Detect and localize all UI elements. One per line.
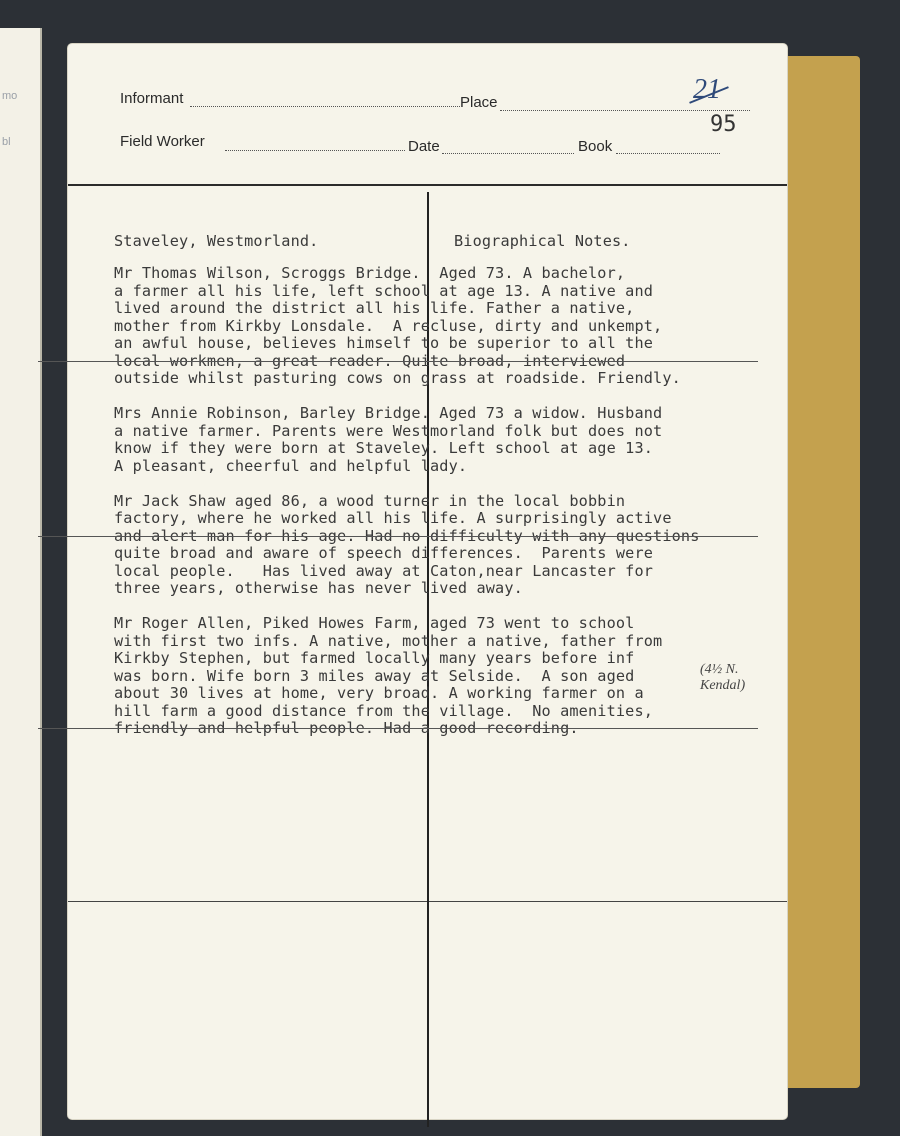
strike-rule bbox=[38, 536, 758, 537]
book-label: Book bbox=[578, 138, 613, 155]
text-line: outside whilst pasturing cows on grass at roadside. Friendly. bbox=[114, 369, 681, 387]
text-line: mother from Kirkby Lonsdale. A recluse, dirty and unkempt, bbox=[114, 316, 663, 335]
text-line: an awful house, believes himself to be superior to all the bbox=[114, 334, 654, 352]
text-line: Mrs Annie Robinson, Barley Bridge. Aged 73 a widow. Husband bbox=[114, 404, 663, 422]
page-number-old: 21 bbox=[693, 74, 721, 105]
text-line: Mr Roger Allen, Piked Howes Farm, aged 73 went to school bbox=[114, 614, 635, 632]
text-line: three years, otherwise has never lived away. bbox=[114, 579, 523, 597]
heading-location: Staveley, Westmorland. bbox=[114, 232, 319, 250]
text-line: a farmer all his life, left school at age 13. A native and bbox=[114, 281, 654, 300]
left-page-edge bbox=[0, 28, 42, 1136]
text-line: friendly and helpful people. Had a good recording. bbox=[114, 719, 579, 737]
handwritten-annotation: (4½ N. Kendal) bbox=[700, 662, 746, 693]
informant-label: Informant bbox=[120, 90, 184, 107]
text-line: factory, where he worked all his life. A surprisingly active bbox=[114, 509, 672, 527]
text-line: Mr Thomas Wilson, Scroggs Bridge. Aged 73. A bachelor, bbox=[114, 264, 626, 282]
place-field bbox=[500, 110, 750, 111]
record-card bbox=[68, 44, 787, 1119]
left-page-fragment: mo bbox=[2, 90, 18, 102]
text-line: a native farmer. Parents were Westmorland folk but does not bbox=[114, 421, 663, 440]
place-label: Place bbox=[460, 94, 498, 111]
informant-field bbox=[190, 106, 460, 107]
field-worker-field bbox=[225, 150, 405, 151]
text-line: with first two infs. A native, mother a native, father from bbox=[114, 631, 663, 650]
text-line: know if they were born at Staveley. Left school at age 13. bbox=[114, 439, 654, 457]
book-field bbox=[616, 153, 720, 154]
header-rule bbox=[68, 184, 787, 186]
left-page-fragment: bl bbox=[2, 136, 11, 148]
date-label: Date bbox=[408, 138, 440, 155]
text-line: Kirkby Stephen, but farmed locally many years before inf bbox=[114, 649, 635, 667]
text-line: quite broad and aware of speech differences. Parents were bbox=[114, 544, 654, 562]
page-number-new: 95 bbox=[710, 112, 737, 137]
strike-rule bbox=[38, 728, 758, 729]
text-line: about 30 lives at home, very broad. A working farmer on a bbox=[114, 684, 644, 702]
text-line: A pleasant, cheerful and helpful lady. bbox=[114, 456, 468, 475]
text-line: hill farm a good distance from the village. No amenities, bbox=[114, 701, 654, 720]
text-line: lived around the district all his life. Father a native, bbox=[114, 299, 635, 317]
strike-rule bbox=[38, 361, 758, 362]
text-line: was born. Wife born 3 miles away at Selside. A son aged bbox=[114, 666, 635, 685]
text-line: local people. Has lived away at Caton,near Lancaster for bbox=[114, 561, 654, 580]
date-field bbox=[442, 153, 574, 154]
text-line: Mr Jack Shaw aged 86, a wood turner in the local bobbin bbox=[114, 491, 626, 510]
heading-biographical-notes: Biographical Notes. bbox=[454, 232, 631, 250]
text-line: and alert man for his age. Had no difficulty with any questions bbox=[114, 526, 700, 545]
text-line: local workmen, a great reader. Quite broad, interviewed bbox=[114, 351, 626, 370]
field-worker-label: Field Worker bbox=[120, 133, 205, 150]
